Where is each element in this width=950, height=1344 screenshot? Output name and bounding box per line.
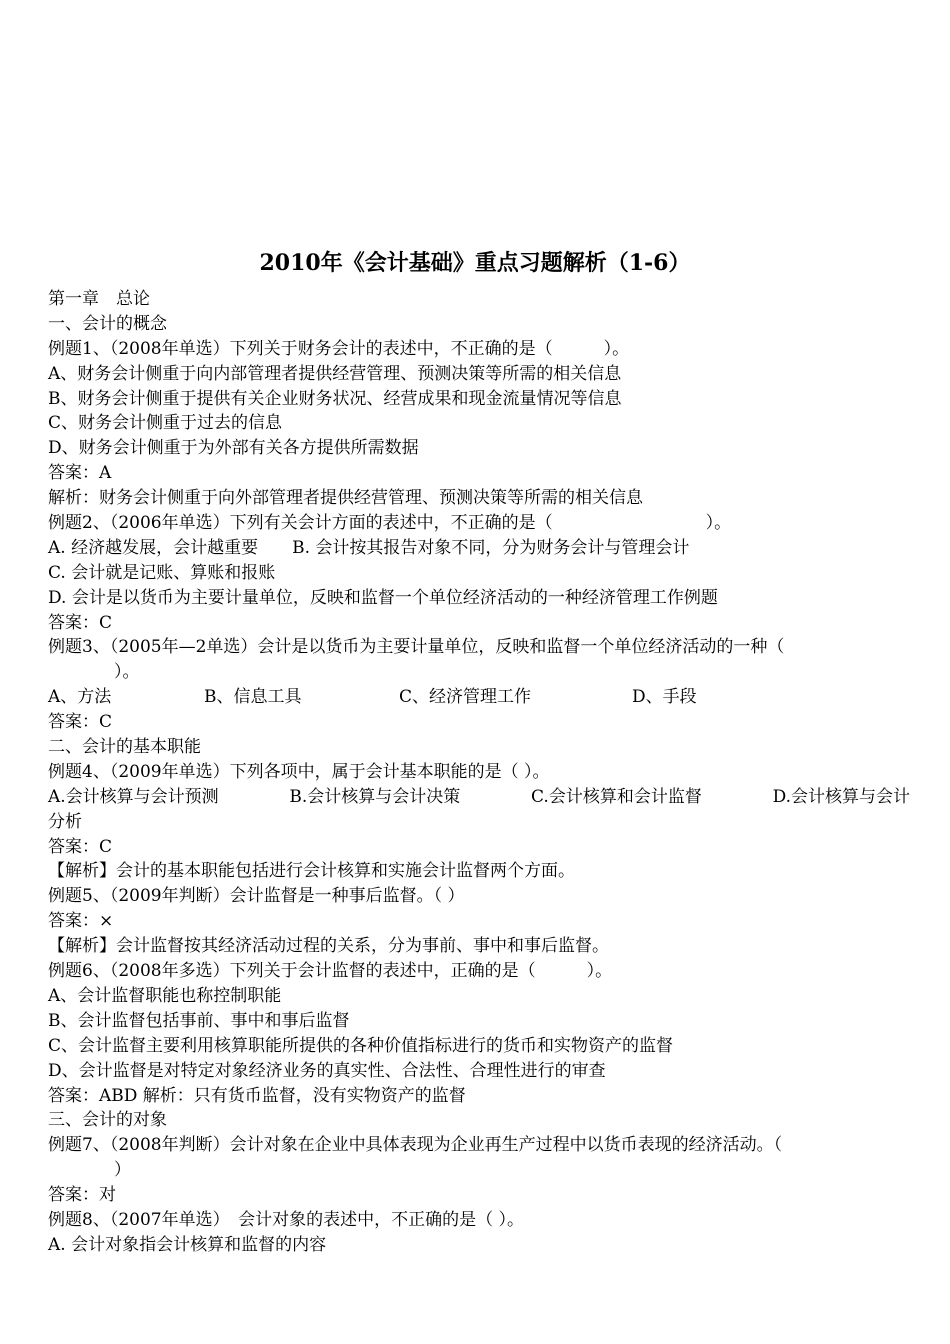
question-3-option-b: B、信息工具 bbox=[204, 687, 302, 708]
question-1: 例题1、（2008年单选）下列关于财务会计的表述中，不正确的是（ ）。 bbox=[48, 338, 630, 359]
question-1-option-c: C、财务会计侧重于过去的信息 bbox=[48, 413, 283, 434]
chapter-heading: 第一章 总论 bbox=[48, 289, 150, 309]
question-3-options bbox=[48, 685, 910, 710]
question-6-option-d: D、会计监督是对特定对象经济业务的真实性、合法性、合理性进行的审查 bbox=[48, 1060, 606, 1081]
question-1-option-d: D、财务会计侧重于为外部有关各方提供所需数据 bbox=[48, 438, 419, 459]
question-5-explanation: 【解析】会计监督按其经济活动过程的关系，分为事前、事中和事后监督。 bbox=[48, 936, 609, 957]
question-7-answer: 答案：对 bbox=[48, 1185, 116, 1206]
question-4-option-d: D.会计核算与会计 bbox=[772, 786, 910, 807]
question-2-option-c: C. 会计就是记账、算账和报账 bbox=[48, 562, 276, 583]
question-7: 例题7、（2008年判断）会计对象在企业中具体表现为企业再生产过程中以货币表现的经济活动。（ bbox=[48, 1135, 783, 1156]
document-title: 2010年《会计基础》重点习题解析（1-6） bbox=[259, 250, 691, 276]
question-3-option-a: A、方法 bbox=[48, 687, 112, 708]
question-2: 例题2、（2006年单选）下列有关会计方面的表述中，不正确的是（ ）。 bbox=[48, 513, 732, 534]
question-4-options bbox=[48, 785, 910, 810]
question-3: 例题3、（2005年—2单选）会计是以货币为主要计量单位，反映和监督一个单位经济活动的一种（ bbox=[48, 637, 785, 658]
question-3-option-c: C、经济管理工作 bbox=[399, 687, 532, 708]
question-6-answer: 答案：ABD 解析：只有货币监督，没有实物资产的监督 bbox=[48, 1085, 466, 1106]
question-6-option-c: C、会计监督主要利用核算职能所提供的各种价值指标进行的货币和实物资产的监督 bbox=[48, 1035, 674, 1056]
question-8: 例题8、（2007年单选） 会计对象的表述中，不正确的是（ ）。 bbox=[48, 1209, 524, 1230]
question-1-option-a: A、财务会计侧重于向内部管理者提供经营管理、预测决策等所需的相关信息 bbox=[48, 363, 622, 384]
question-4-option-a: A.会计核算与会计预测 bbox=[48, 786, 219, 807]
question-4-option-b: B.会计核算与会计决策 bbox=[289, 786, 461, 807]
question-1-explanation: 解析：财务会计侧重于向外部管理者提供经营管理、预测决策等所需的相关信息 bbox=[48, 488, 643, 509]
question-1-option-b: B、财务会计侧重于提供有关企业财务状况、经营成果和现金流量情况等信息 bbox=[48, 388, 622, 409]
document-body bbox=[48, 287, 910, 1258]
section-heading: 二、会计的基本职能 bbox=[48, 737, 201, 758]
question-6-option-b: B、会计监督包括事前、事中和事后监督 bbox=[48, 1010, 350, 1031]
question-7-continued: ） bbox=[114, 1160, 131, 1181]
question-6: 例题6、（2008年多选）下列关于会计监督的表述中，正确的是（ ）。 bbox=[48, 961, 613, 982]
section-heading: 三、会计的对象 bbox=[48, 1110, 167, 1131]
question-3-continued: ）。 bbox=[114, 662, 140, 683]
question-5-answer: 答案：× bbox=[48, 911, 114, 932]
question-2-answer: 答案：C bbox=[48, 612, 113, 633]
question-1-answer: 答案：A bbox=[48, 463, 112, 484]
question-4: 例题4、（2009年单选）下列各项中，属于会计基本职能的是（ ）。 bbox=[48, 761, 550, 782]
question-3-option-d: D、手段 bbox=[632, 687, 697, 708]
question-4-option-c: C.会计核算和会计监督 bbox=[531, 786, 702, 807]
question-4-explanation: 【解析】会计的基本职能包括进行会计核算和实施会计监督两个方面。 bbox=[48, 861, 575, 882]
question-6-option-a: A、会计监督职能也称控制职能 bbox=[48, 985, 282, 1006]
question-8-option-a: A. 会计对象指会计核算和监督的内容 bbox=[48, 1234, 327, 1255]
question-3-answer: 答案：C bbox=[48, 712, 113, 733]
question-5: 例题5、（2009年判断）会计监督是一种事后监督。（ ） bbox=[48, 886, 465, 907]
section-heading: 一、会计的概念 bbox=[48, 313, 167, 334]
question-4-option-d-continued: 分析 bbox=[48, 811, 82, 832]
question-4-answer: 答案：C bbox=[48, 836, 113, 857]
question-2-option-d: D. 会计是以货币为主要计量单位，反映和监督一个单位经济活动的一种经济管理工作例题 bbox=[48, 587, 718, 608]
question-2-options-ab: A. 经济越发展，会计越重要 B. 会计按其报告对象不同，分为财务会计与管理会计 bbox=[48, 537, 690, 558]
